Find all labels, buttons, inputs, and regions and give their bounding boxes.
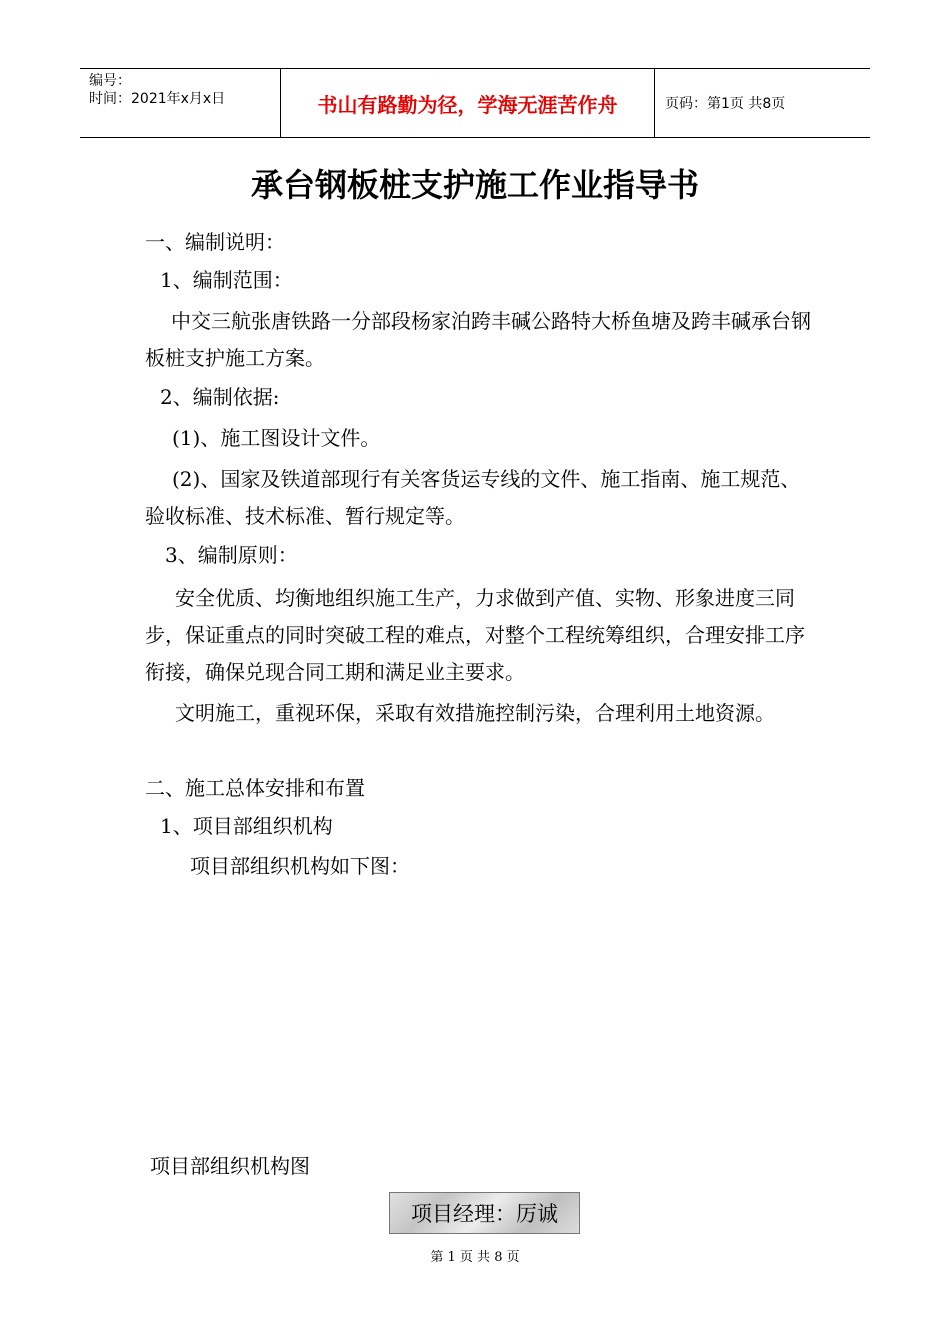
paragraph: 中交三航张唐铁路一分部段杨家泊跨丰碱公路特大桥鱼塘及跨丰碱承台钢板桩支护施工方案。 [145,309,811,370]
paragraph: 文明施工，重视环保，采取有效措施控制污染，合理利用土地资源。 [175,701,775,725]
header-meta [80,69,281,137]
paragraph: 项目部组织机构如下图： [190,854,410,878]
org-chart-node-manager: 项目经理：厉诚 [389,1192,580,1234]
header-time: 时间：2021年x月x日 [89,91,226,107]
paragraph: 安全优质、均衡地组织施工生产，力求做到产值、实物、形象进度三同步，保证重点的同时突破工程的难点，对整个工程统筹组织，合理安排工序衔接，确保兑现合同工期和满足业主要求。 [145,586,805,684]
section-heading: 二、施工总体安排和布置 [145,776,365,800]
page-footer: 第 1 页 共 8 页 [430,1250,520,1265]
header-motto: 书山有路勤为径，学海无涯苦作舟 [281,69,655,137]
subsection-heading: 2、编制依据: [160,385,280,409]
page-header [80,68,870,138]
document-title: 承台钢板桩支护施工作业指导书 [250,166,699,204]
figure-caption: 项目部组织机构图 [150,1154,310,1178]
section-heading: 一、编制说明： [145,230,285,254]
list-item: (1)、施工图设计文件。 [172,426,381,450]
header-number: 编号： [89,73,131,89]
subsection-heading: 3、编制原则： [165,543,298,567]
list-item: (2)、国家及铁道部现行有关客货运专线的文件、施工指南、施工规范、验收标准、技术标准、暂行规定等。 [145,467,801,528]
header-page-code: 页码：第1页 共8页 [665,96,786,112]
subsection-heading: 1、编制范围： [160,268,293,292]
subsection-heading: 1、项目部组织机构 [160,814,333,838]
